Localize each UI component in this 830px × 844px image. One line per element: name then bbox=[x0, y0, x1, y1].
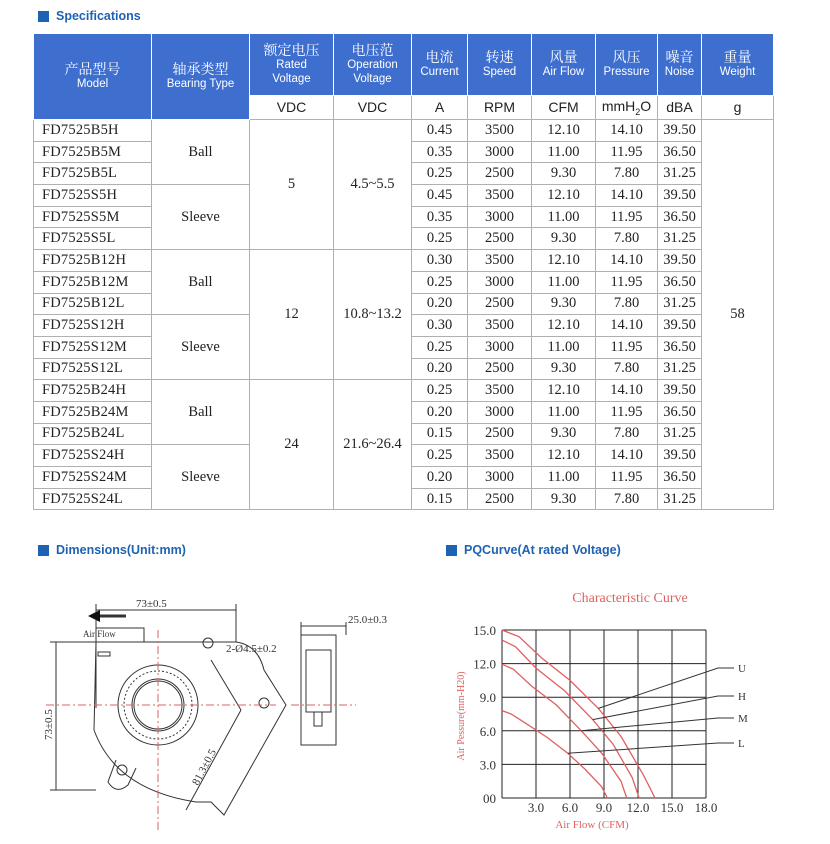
chart-xlabel: Air Flow (CFM) bbox=[555, 819, 629, 831]
chart-x-tick-label: 12.0 bbox=[626, 800, 650, 815]
cell-noise: 39.50 bbox=[658, 315, 702, 337]
cell-noise: 39.50 bbox=[658, 250, 702, 272]
chart-series-label: M bbox=[738, 713, 748, 725]
cell-airflow: 11.00 bbox=[532, 206, 596, 228]
cell-pressure: 7.80 bbox=[596, 293, 658, 315]
cell-model: FD7525B12L bbox=[34, 293, 152, 315]
table-row bbox=[34, 120, 774, 142]
cell-bearing: Sleeve bbox=[152, 185, 250, 250]
cell-speed: 3500 bbox=[468, 315, 532, 337]
cell-noise: 36.50 bbox=[658, 336, 702, 358]
chart-x-tick-label: 6.0 bbox=[561, 800, 579, 815]
chart-leader-line bbox=[598, 668, 734, 708]
header-speed: 转速 Speed bbox=[468, 34, 532, 96]
header-model: 产品型号 Model bbox=[34, 34, 152, 120]
dim-depth-label: 25.0±0.3 bbox=[348, 614, 388, 626]
cell-pressure: 7.80 bbox=[596, 423, 658, 445]
cell-airflow: 12.10 bbox=[532, 315, 596, 337]
cell-speed: 2500 bbox=[468, 228, 532, 250]
chart-series-label: L bbox=[738, 738, 745, 750]
chart-x-tick-label: 3.0 bbox=[527, 800, 545, 815]
cell-current: 0.25 bbox=[412, 336, 468, 358]
cell-model: FD7525S12L bbox=[34, 358, 152, 380]
chart-series-label: H bbox=[738, 691, 746, 703]
cell-airflow: 9.30 bbox=[532, 358, 596, 380]
cell-current: 0.15 bbox=[412, 423, 468, 445]
cell-airflow: 11.00 bbox=[532, 467, 596, 489]
specifications-body bbox=[34, 120, 774, 510]
cell-model: FD7525B24L bbox=[34, 423, 152, 445]
table-row bbox=[34, 250, 774, 272]
cell-rated-voltage: 12 bbox=[250, 250, 334, 380]
cell-current: 0.15 bbox=[412, 488, 468, 510]
unit-rated: VDC bbox=[250, 96, 334, 120]
pq-chart bbox=[440, 580, 780, 838]
cell-noise: 39.50 bbox=[658, 380, 702, 402]
section-square-icon bbox=[446, 545, 457, 556]
header-pressure: 风压 Pressure bbox=[596, 34, 658, 96]
cell-airflow: 9.30 bbox=[532, 423, 596, 445]
cell-pressure: 11.95 bbox=[596, 271, 658, 293]
cell-airflow: 11.00 bbox=[532, 336, 596, 358]
cell-model: FD7525B5L bbox=[34, 163, 152, 185]
cell-current: 0.20 bbox=[412, 293, 468, 315]
cell-speed: 2500 bbox=[468, 163, 532, 185]
chart-series-line bbox=[502, 711, 607, 798]
cell-noise: 36.50 bbox=[658, 401, 702, 423]
cell-noise: 31.25 bbox=[658, 163, 702, 185]
cell-rated-voltage: 5 bbox=[250, 120, 334, 250]
cell-bearing: Sleeve bbox=[152, 315, 250, 380]
cell-model: FD7525B12M bbox=[34, 271, 152, 293]
cell-pressure: 11.95 bbox=[596, 206, 658, 228]
cell-model: FD7525B5M bbox=[34, 141, 152, 163]
cell-model: FD7525B5H bbox=[34, 120, 152, 142]
unit-noise: dBA bbox=[658, 96, 702, 120]
chart-y-tick-label: 00 bbox=[483, 791, 496, 806]
cell-current: 0.20 bbox=[412, 358, 468, 380]
section-square-icon bbox=[38, 11, 49, 22]
cell-pressure: 7.80 bbox=[596, 488, 658, 510]
cell-speed: 2500 bbox=[468, 293, 532, 315]
dim-width-label: 73±0.5 bbox=[136, 598, 167, 610]
cell-airflow: 12.10 bbox=[532, 120, 596, 142]
cell-pressure: 7.80 bbox=[596, 163, 658, 185]
cell-speed: 3000 bbox=[468, 401, 532, 423]
cell-pressure: 14.10 bbox=[596, 315, 658, 337]
unit-weight: g bbox=[702, 96, 774, 120]
header-operation-voltage: 电压范 Operation Voltage bbox=[334, 34, 412, 96]
cell-noise: 39.50 bbox=[658, 185, 702, 207]
cell-operation-voltage: 4.5~5.5 bbox=[334, 120, 412, 250]
unit-speed: RPM bbox=[468, 96, 532, 120]
cell-model: FD7525B12H bbox=[34, 250, 152, 272]
chart-leader-line bbox=[568, 743, 734, 753]
cell-speed: 3000 bbox=[468, 206, 532, 228]
header-rated-voltage: 额定电压 Rated Voltage bbox=[250, 34, 334, 96]
cell-rated-voltage: 24 bbox=[250, 380, 334, 510]
cell-speed: 3500 bbox=[468, 250, 532, 272]
cell-current: 0.25 bbox=[412, 163, 468, 185]
cell-current: 0.25 bbox=[412, 228, 468, 250]
cell-noise: 39.50 bbox=[658, 120, 702, 142]
cell-noise: 31.25 bbox=[658, 488, 702, 510]
header-airflow: 风量 Air Flow bbox=[532, 34, 596, 96]
cell-airflow: 12.10 bbox=[532, 250, 596, 272]
cell-model: FD7525S12M bbox=[34, 336, 152, 358]
dimensions-title: Dimensions(Unit:mm) bbox=[56, 543, 186, 557]
cell-noise: 31.25 bbox=[658, 423, 702, 445]
cell-model: FD7525B24H bbox=[34, 380, 152, 402]
cell-airflow: 9.30 bbox=[532, 488, 596, 510]
cell-pressure: 11.95 bbox=[596, 401, 658, 423]
cell-model: FD7525S5H bbox=[34, 185, 152, 207]
cell-operation-voltage: 21.6~26.4 bbox=[334, 380, 412, 510]
cell-airflow: 12.10 bbox=[532, 185, 596, 207]
cell-current: 0.25 bbox=[412, 271, 468, 293]
cell-current: 0.35 bbox=[412, 141, 468, 163]
cell-model: FD7525B24M bbox=[34, 401, 152, 423]
dim-diagonal-label: 81.3±0.5 bbox=[190, 747, 219, 788]
cell-operation-voltage: 10.8~13.2 bbox=[334, 250, 412, 380]
unit-operation: VDC bbox=[334, 96, 412, 120]
header-noise: 噪音 Noise bbox=[658, 34, 702, 96]
pq-curve-heading bbox=[446, 543, 621, 557]
cell-current: 0.25 bbox=[412, 445, 468, 467]
cell-speed: 3000 bbox=[468, 271, 532, 293]
chart-ylabel: Air Pessure(mm-H20) bbox=[456, 671, 467, 761]
cell-current: 0.20 bbox=[412, 467, 468, 489]
cell-pressure: 7.80 bbox=[596, 228, 658, 250]
mount-hole bbox=[203, 638, 213, 648]
cell-speed: 3500 bbox=[468, 185, 532, 207]
chart-leader-line bbox=[593, 696, 734, 720]
cell-airflow: 9.30 bbox=[532, 228, 596, 250]
table-row bbox=[34, 380, 774, 402]
cell-pressure: 11.95 bbox=[596, 141, 658, 163]
specifications-table bbox=[33, 33, 774, 510]
specifications-title: Specifications bbox=[56, 9, 141, 23]
cell-speed: 3000 bbox=[468, 141, 532, 163]
cell-pressure: 14.10 bbox=[596, 250, 658, 272]
airflow-label: Air Flow bbox=[83, 629, 116, 639]
cell-pressure: 14.10 bbox=[596, 445, 658, 467]
cell-airflow: 9.30 bbox=[532, 293, 596, 315]
cell-weight: 58 bbox=[702, 120, 774, 510]
cell-noise: 36.50 bbox=[658, 271, 702, 293]
cell-speed: 2500 bbox=[468, 488, 532, 510]
dimensions-heading bbox=[38, 543, 186, 557]
unit-pressure: mmH$_2$O bbox=[596, 96, 658, 120]
cell-current: 0.20 bbox=[412, 401, 468, 423]
cell-bearing: Ball bbox=[152, 380, 250, 445]
cell-current: 0.30 bbox=[412, 250, 468, 272]
header-bearing: 轴承类型 Bearing Type bbox=[152, 34, 250, 120]
cell-bearing: Ball bbox=[152, 250, 250, 315]
chart-x-tick-label: 9.0 bbox=[595, 800, 613, 815]
cell-current: 0.25 bbox=[412, 380, 468, 402]
cell-noise: 39.50 bbox=[658, 445, 702, 467]
cell-speed: 3500 bbox=[468, 445, 532, 467]
cell-airflow: 11.00 bbox=[532, 271, 596, 293]
cell-airflow: 12.10 bbox=[532, 380, 596, 402]
cell-bearing: Ball bbox=[152, 120, 250, 185]
cell-noise: 31.25 bbox=[658, 293, 702, 315]
cell-noise: 36.50 bbox=[658, 141, 702, 163]
cell-model: FD7525S24L bbox=[34, 488, 152, 510]
cell-speed: 2500 bbox=[468, 423, 532, 445]
pq-curve-title: PQCurve(At rated Voltage) bbox=[464, 543, 621, 557]
cell-speed: 3000 bbox=[468, 467, 532, 489]
dim-hole-label: 2-Ø4.5±0.2 bbox=[226, 643, 277, 655]
chart-series-label: U bbox=[738, 663, 746, 675]
cell-noise: 31.25 bbox=[658, 358, 702, 380]
cell-model: FD7525S24H bbox=[34, 445, 152, 467]
cell-speed: 3000 bbox=[468, 336, 532, 358]
cell-current: 0.30 bbox=[412, 315, 468, 337]
cell-airflow: 11.00 bbox=[532, 141, 596, 163]
specifications-heading bbox=[38, 9, 141, 23]
dim-height-label: 73±0.5 bbox=[43, 709, 55, 740]
cell-model: FD7525S24M bbox=[34, 467, 152, 489]
cell-speed: 3500 bbox=[468, 380, 532, 402]
chart-y-tick-label: 15.0 bbox=[473, 623, 496, 638]
cell-current: 0.45 bbox=[412, 185, 468, 207]
cell-current: 0.45 bbox=[412, 120, 468, 142]
unit-airflow: CFM bbox=[532, 96, 596, 120]
header-weight: 重量 Weight bbox=[702, 34, 774, 96]
cell-model: FD7525S5M bbox=[34, 206, 152, 228]
chart-y-tick-label: 12.0 bbox=[473, 656, 496, 672]
cell-pressure: 14.10 bbox=[596, 120, 658, 142]
cell-pressure: 11.95 bbox=[596, 467, 658, 489]
cell-pressure: 7.80 bbox=[596, 358, 658, 380]
cell-model: FD7525S5L bbox=[34, 228, 152, 250]
cell-current: 0.35 bbox=[412, 206, 468, 228]
cell-speed: 3500 bbox=[468, 120, 532, 142]
dimensions-drawing bbox=[36, 590, 416, 835]
cell-pressure: 14.10 bbox=[596, 380, 658, 402]
cell-model: FD7525S12H bbox=[34, 315, 152, 337]
chart-x-tick-label: 15.0 bbox=[660, 800, 684, 815]
cell-noise: 36.50 bbox=[658, 467, 702, 489]
cell-airflow: 9.30 bbox=[532, 163, 596, 185]
unit-current: A bbox=[412, 96, 468, 120]
section-square-icon bbox=[38, 545, 49, 556]
chart-title: Characteristic Curve bbox=[572, 591, 688, 606]
cell-noise: 31.25 bbox=[658, 228, 702, 250]
chart-y-tick-label: 6.0 bbox=[479, 723, 496, 739]
cell-bearing: Sleeve bbox=[152, 445, 250, 510]
chart-x-tick-label: 18.0 bbox=[694, 800, 718, 815]
cell-airflow: 11.00 bbox=[532, 401, 596, 423]
header-current: 电流 Current bbox=[412, 34, 468, 96]
cell-pressure: 14.10 bbox=[596, 185, 658, 207]
chart-series-line bbox=[502, 630, 655, 798]
chart-y-tick-label: 9.0 bbox=[479, 690, 496, 706]
cell-speed: 2500 bbox=[468, 358, 532, 380]
cell-airflow: 12.10 bbox=[532, 445, 596, 467]
chart-y-tick-label: 3.0 bbox=[479, 757, 496, 773]
cell-pressure: 11.95 bbox=[596, 336, 658, 358]
cell-noise: 36.50 bbox=[658, 206, 702, 228]
